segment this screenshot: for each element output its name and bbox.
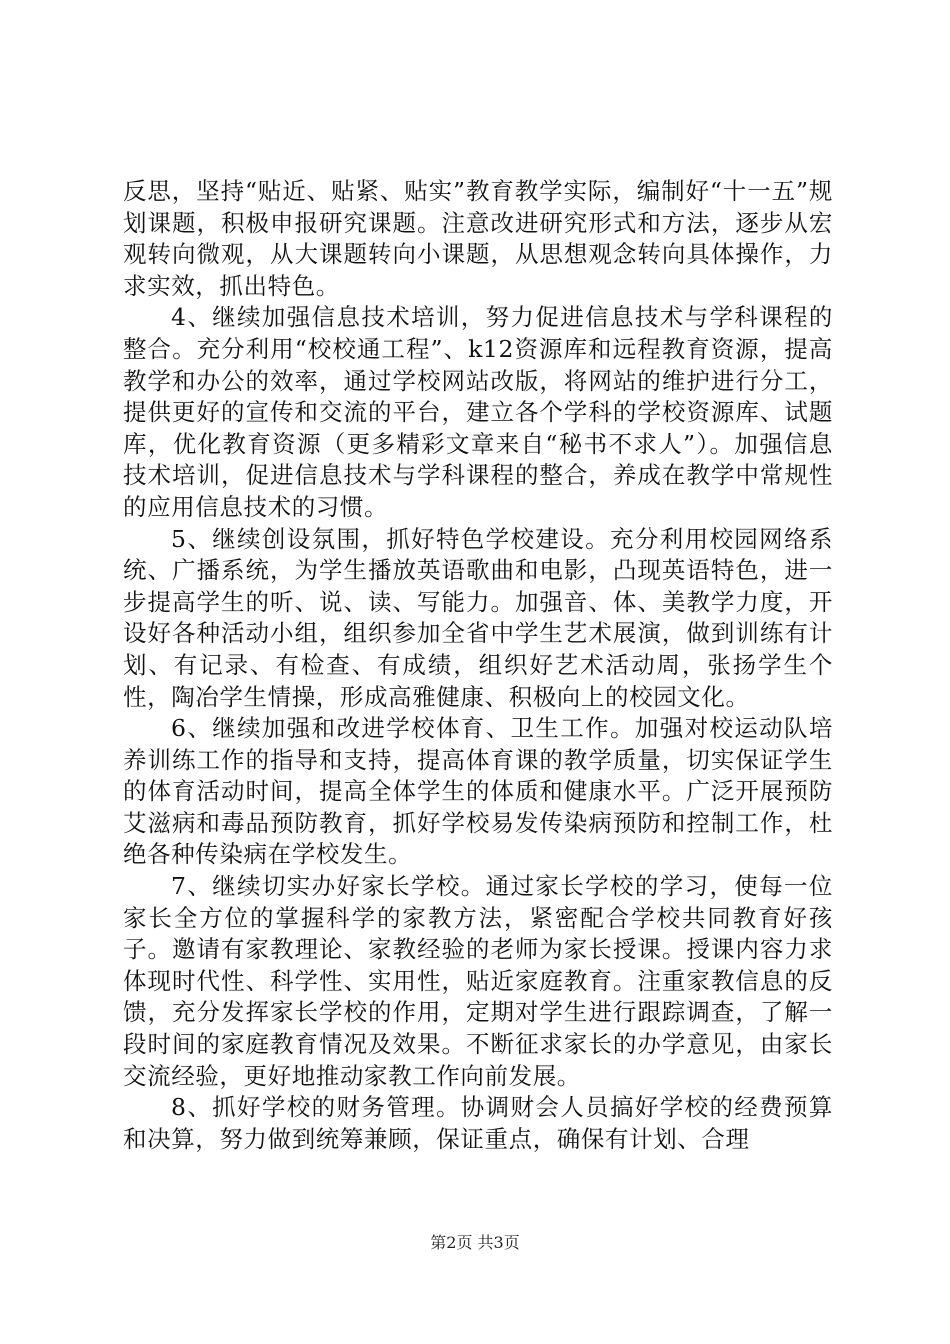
paragraph-item-7: 7、继续切实办好家长学校。通过家长学校的学习，使每一位家长全方位的掌握科学的家教方法，紧密配合学校共同教育好孩子。邀请有家教理论、家教经验的老师为家长授课。授课内容力求体现时代性、科学性、实用性，贴近家庭教育。注重家教信息的反馈，充分发挥家长学校的作用，定期对学生进行跟踪调查，了解一段时间的家庭教育情况及效果。不断征求家长的办学意见，由家长交流经验，更好地推动家教工作向前发展。 — [123, 872, 833, 1090]
paragraph-continuation: 反思，坚持“贴近、贴紧、贴实”教育教学实际，编制好“十一五”规划课题，积极申报研究课题。注意改进研究形式和方法，逐步从宏观转向微观，从大课题转向小课题，从思想观念转向具体操作，力求实效，抓出特色。 — [123, 177, 833, 300]
document-body — [123, 176, 833, 1155]
page-footer: 第2页 共3页 — [430, 1233, 520, 1252]
paragraph-item-4: 4、继续加强信息技术培训，努力促进信息技术与学科课程的整合。充分利用“校校通工程”、k12资源库和远程教育资源，提高教学和办公的效率，通过学校网站改版，将网站的维护进行分工，提供更好的宣传和交流的平台，建立各个学科的学校资源库、试题库，优化教育资源（更多精彩文章来自“秘书不求人”）。加强信息技术培训，促进信息技术与学科课程的整合，养成在教学中常规性的应用信息技术的习惯。 — [123, 303, 833, 521]
paragraph-item-8: 8、抓好学校的财务管理。协调财会人员搞好学校的经费预算和决算，努力做到统筹兼顾，保证重点，确保有计划、合理 — [123, 1093, 833, 1153]
paragraph-item-6: 6、继续加强和改进学校体育、卫生工作。加强对校运动队培养训练工作的指导和支持，提高体育课的教学质量，切实保证学生的体育活动时间，提高全体学生的体质和健康水平。广泛开展预防艾滋病和毒品预防教育，抓好学校易发传染病预防和控制工作，杜绝各种传染病在学校发生。 — [123, 714, 833, 869]
paragraph-item-5: 5、继续创设氛围，抓好特色学校建设。充分利用校园网络系统、广播系统，为学生播放英语歌曲和电影，凸现英语特色，进一步提高学生的听、说、读、写能力。加强音、体、美教学力度，开设好各种活动小组，组织参加全省中学生艺术展演，做到训练有计划、有记录、有检查、有成绩，组织好艺术活动周，张扬学生个性，陶冶学生情操，形成高雅健康、积极向上的校园文化。 — [123, 524, 833, 711]
